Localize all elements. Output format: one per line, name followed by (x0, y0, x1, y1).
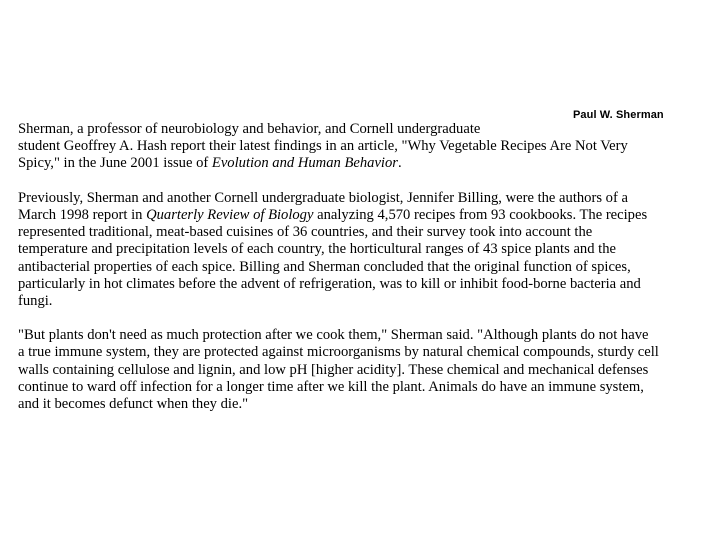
text-line: walls containing cellulose and lignin, and low pH [higher acidity]. These chemical and mechanical defenses (18, 361, 649, 378)
text-line: continue to ward off infection for a longer time after we kill the plant. Animals do have an immune system, (18, 378, 644, 395)
text-line: temperature and precipitation levels of each country, the horticultural ranges of 43 spice plants and the (18, 241, 616, 258)
photo-caption: Paul W. Sherman (573, 109, 664, 121)
text-line: represented traditional, meat-based cuisines of 36 countries, and their survey took into account the (18, 224, 593, 241)
text-line: Spicy," in the June 2001 issue of Evolution and Human Behavior. (18, 155, 402, 172)
text-line: Sherman, a professor of neurobiology and behavior, and Cornell undergraduate (18, 121, 481, 137)
publication-title: Evolution and Human Behavior (211, 155, 398, 172)
paragraph (18, 121, 708, 173)
text-line: student Geoffrey A. Hash report their latest findings in an article, "Why Vegetable Recipes Are Not Very (18, 138, 628, 155)
text-line: March 1998 report in Quarterly Review of Biology analyzing 4,570 recipes from 93 cookbooks. The recipes (18, 206, 648, 223)
publication-title: Quarterly Review of Biology (146, 206, 314, 223)
text-line: particularly in hot climates before the advent of refrigeration, was to kill or inhibit food-borne bacteria and (18, 275, 641, 292)
article-body (18, 121, 708, 413)
text-line: a true immune system, they are protected against microorganisms by natural chemical compounds, sturdy cell (18, 344, 659, 361)
text-line: fungi. (18, 292, 53, 309)
paragraph-gap (18, 173, 708, 190)
text-line: antibacterial properties of each spice. Billing and Sherman concluded that the original function of spices, (18, 258, 631, 275)
text-line: and it becomes defunct when they die." (18, 396, 249, 412)
paragraph-gap (18, 310, 708, 327)
text-line: Previously, Sherman and another Cornell undergraduate biologist, Jennifer Billing, were the authors of a (18, 189, 628, 206)
paragraph (18, 190, 708, 310)
paragraph (18, 327, 708, 413)
text-line: "But plants don't need as much protection after we cook them," Sherman said. "Although plants do not have (18, 327, 649, 344)
